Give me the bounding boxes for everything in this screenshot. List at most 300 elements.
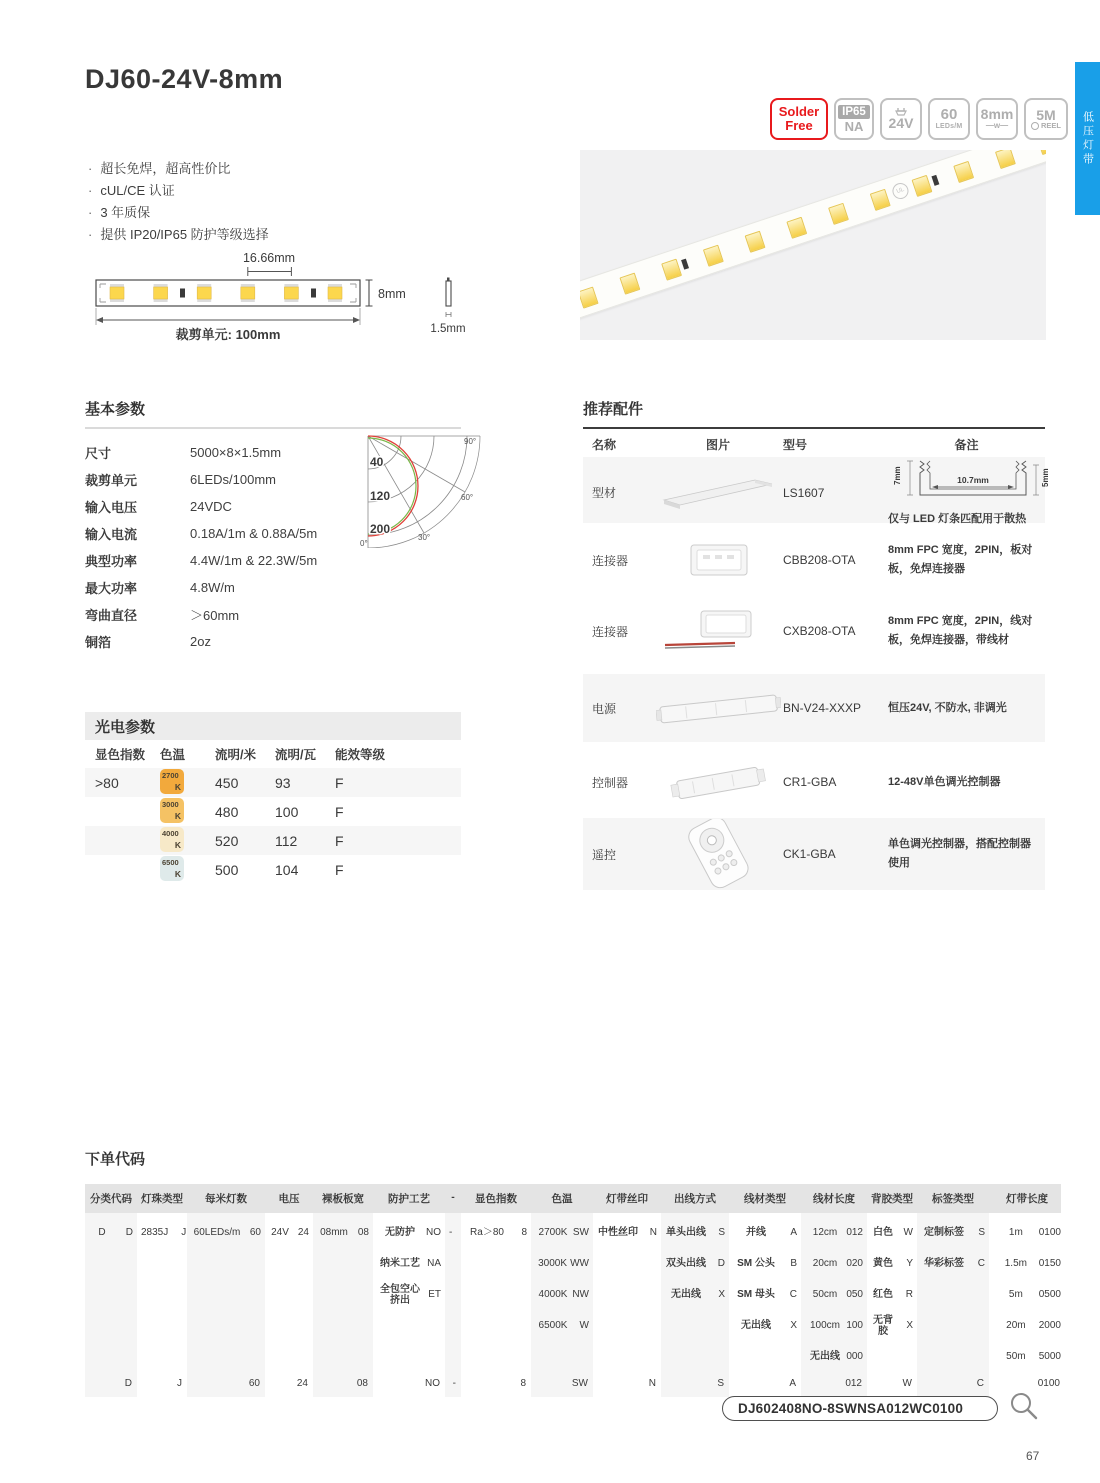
order-col-header: 防护工艺 [388,1193,430,1205]
accessory-name: 连接器 [592,624,629,639]
led-chip [619,273,640,295]
option-label: D [98,1227,106,1238]
order-option [867,1217,917,1248]
led-chip [661,259,682,281]
order-col [729,1213,801,1397]
product-photo [580,150,1046,340]
cut-unit-label: 裁剪单元: 100mm [175,327,281,342]
feature-item [88,224,269,246]
accessory-note-text: 仅与 LED 灯条匹配用于散热 [888,512,1027,525]
feature-list [88,158,269,246]
option-code: 8 [521,1227,527,1238]
reel-unit: REEL [1040,121,1061,131]
option-label: 100cm [809,1320,840,1331]
option-label: Ra＞80 [470,1227,504,1238]
option-label: 全包空心挤出 [380,1283,420,1306]
order-summary-code: D [124,1378,132,1389]
option-label: 中性丝印 [598,1227,638,1238]
led-chip [786,217,807,239]
led-chip [912,175,933,197]
option-code: 000 [846,1351,863,1362]
option-label: 纳米工艺 [380,1258,420,1269]
ip-na-label: NA [844,118,864,134]
param-label: 典型功率 [85,554,138,569]
order-option [801,1279,867,1310]
option-code: 08 [357,1227,369,1238]
option-label: 双头出线 [666,1258,706,1269]
option-code: A [790,1227,797,1238]
option-code: 0150 [1038,1258,1061,1269]
order-option [989,1341,1065,1372]
feature-text: 超长免焊，超高性价比 [100,161,231,176]
thickness-dimension-label: 1.5mm [430,323,466,335]
solder-free-line1: Solder [778,104,820,120]
accessory-note-text: 单色调光控制器，搭配控制器使用 [888,838,1031,869]
voltage-badge [880,98,922,140]
resistor [311,289,316,298]
option-label: 并线 [746,1227,766,1238]
order-option [661,1279,729,1310]
col-name: 名称 [592,437,617,452]
option-label: 08mm [320,1227,348,1238]
cri-value: >80 [95,774,119,791]
bullet-dot: · [88,161,93,176]
basic-params-title: 基本参数 [85,398,461,429]
param-value: 6LEDs/100mm [190,472,276,487]
photometric-title: 光电参数 [95,718,156,736]
option-label: 1.5m [1004,1258,1027,1269]
order-option [729,1248,801,1279]
reel-badge [1024,98,1068,140]
order-summary-code: W [902,1378,912,1389]
order-summary-code: 012 [845,1378,862,1389]
param-label: 铜箔 [85,635,112,650]
profile-cross-section-diagram [888,457,1058,503]
feature-item [88,180,269,202]
lumen-per-meter: 500 [215,861,239,878]
led-chip [828,203,849,225]
led-chip [995,150,1016,169]
order-option [373,1217,445,1248]
param-value: 2oz [190,634,211,649]
accessory-row [583,818,1045,890]
order-option [989,1279,1065,1310]
order-col-header: 线材长度 [813,1193,855,1205]
solder-free-line2: Free [785,118,813,133]
order-option [729,1279,801,1310]
basic-param-row [85,574,461,601]
col-cct: 色温 [160,748,186,762]
order-col-header: 灯珠类型 [141,1193,183,1205]
param-value: 5000×8×1.5mm [190,445,282,460]
resistor [931,175,939,186]
order-option [373,1279,445,1310]
photometric-row [85,855,461,884]
order-summary-code: C [976,1378,984,1389]
cct-badge: 3000 K [160,798,184,823]
option-code: 100 [846,1320,863,1331]
param-label: 裁剪单元 [85,473,138,488]
magnifier-icon [1008,1390,1040,1422]
order-option [867,1279,917,1310]
order-col-header: 灯带长度 [1006,1193,1048,1205]
order-option [461,1217,531,1248]
accessories-section [583,398,1050,899]
ip-rating-badge [834,98,874,140]
col-model: 型号 [783,437,808,452]
option-label: 红色 [873,1289,893,1300]
option-label: SM 公头 [737,1258,775,1269]
led-strip-image [580,150,1046,333]
accessory-row [583,597,1045,665]
cct-badge: 6500 K [160,856,184,881]
order-result-code-text: DJ602408NO-8SWNSA012WC0100 [738,1401,964,1416]
option-code: D [125,1227,133,1238]
order-summary-code: 0100 [1037,1378,1060,1389]
led-chip [703,245,724,267]
accessory-model: CBB208-OTA [783,553,856,567]
cct-badge: 2700 K [160,769,184,794]
option-code: 020 [846,1258,863,1269]
led-chip [1037,150,1046,155]
order-col [867,1213,917,1397]
order-option [661,1217,729,1248]
page-number: 67 [1026,1449,1040,1463]
order-col-header: 裸板板宽 [322,1193,364,1205]
order-summary-code: 60 [248,1378,260,1389]
order-col-header: 电压 [278,1193,300,1205]
order-table-body [85,1213,1061,1397]
accessory-row [583,457,1050,525]
feature-text: 提供 IP20/IP65 防护等级选择 [100,227,269,242]
accessory-note-text: 8mm FPC 宽度，2PIN，线对板，免焊连接器，带线材 [888,615,1033,646]
order-option [373,1248,445,1279]
order-summary-code: J [177,1378,182,1389]
order-col-header: 每米灯数 [205,1193,247,1205]
ip65-label: IP65 [838,105,870,119]
accessory-name: 型材 [592,486,617,501]
photometric-row [85,768,461,797]
param-label: 最大功率 [85,581,138,596]
polar-tick-120: 120 [370,489,391,503]
order-col-header: 出线方式 [674,1193,716,1205]
option-label: 5m [1008,1289,1023,1300]
order-option [989,1248,1065,1279]
photometric-row [85,797,461,826]
option-label: 无出线 [741,1320,771,1331]
option-code: 24 [297,1227,309,1238]
param-label: 弯曲直径 [85,608,138,623]
option-label: 60LEDs/m [193,1227,241,1238]
basic-param-row [85,601,461,628]
solder-free-badge [770,98,828,140]
order-summary-code: SW [571,1378,588,1389]
option-code: 0500 [1038,1289,1061,1300]
efficiency-class: F [335,803,344,820]
polar-angle-90: 90° [464,437,477,446]
order-code-title: 下单代码 [85,1151,146,1168]
board-to-board-connector-image [653,537,783,583]
svg-text:10.7mm: 10.7mm [957,475,989,485]
order-col [461,1213,531,1397]
param-value: 0.18A/1m & 0.88A/5m [190,526,318,541]
remote-image [653,819,783,889]
order-col [593,1213,661,1397]
option-label: 3000K [538,1258,568,1269]
col-picture: 图片 [705,437,730,452]
accessory-model: BN-V24-XXXP [783,701,862,715]
option-label: 50cm [812,1289,838,1300]
order-option [729,1217,801,1248]
order-col [265,1213,313,1397]
option-code: NA [427,1258,441,1269]
width-value: 8mm [980,106,1014,123]
order-option [867,1310,917,1341]
order-option [531,1248,593,1279]
option-code: C [977,1258,985,1269]
order-col-header: 线材类型 [744,1193,786,1205]
param-label: 尺寸 [85,446,112,461]
option-label: - [449,1227,453,1238]
photometric-section [85,712,461,884]
option-code: 5000 [1038,1351,1061,1362]
param-value: 4.4W/1m & 22.3W/5m [190,553,318,568]
order-col-header: 背胶类型 [871,1193,913,1205]
polar-tick-40: 40 [370,455,384,469]
param-label: 输入电流 [85,527,138,542]
order-option [801,1217,867,1248]
order-col [85,1213,137,1397]
order-col [661,1213,729,1397]
option-label: 20m [1006,1320,1026,1331]
option-label: 白色 [873,1227,893,1238]
strip-dimension-diagram [88,248,473,343]
param-value: ＞60mm [190,608,240,623]
order-option [661,1248,729,1279]
accessory-note-text: 恒压24V, 不防水, 非调光 [888,701,1007,714]
option-code: D [717,1258,725,1269]
lumen-per-meter: 450 [215,774,239,791]
page-title: DJ60-24V-8mm [85,64,284,94]
reel-icon [1031,122,1039,130]
order-summary-code: 08 [356,1378,368,1389]
category-side-tab [1075,62,1100,215]
accessories-title: 推荐配件 [583,398,1045,429]
option-label: 无出线 [671,1289,701,1300]
order-option [917,1217,989,1248]
order-table-header [85,1184,1061,1213]
option-code: B [790,1258,797,1269]
option-label: 无背胶 [873,1314,893,1337]
polar-angle-0: 0° [360,539,368,548]
accessory-row [583,532,1045,588]
order-option [989,1217,1065,1248]
option-label: 4000K [538,1289,568,1300]
resistor [180,289,185,298]
order-col [187,1213,265,1397]
accessory-name: 连接器 [592,553,629,568]
reel-unit-row [1031,122,1061,130]
order-option [801,1341,867,1372]
bullet-dot: · [88,183,93,198]
option-label: 定制标签 [924,1227,964,1238]
photometric-row [85,826,461,855]
option-label: 20cm [812,1258,838,1269]
intensity-curve-green [368,438,416,534]
option-code: ET [428,1289,441,1300]
efficiency-class: F [335,832,344,849]
density-value: 60 [940,106,958,124]
option-code: J [181,1227,187,1238]
option-label: 1m [1008,1227,1023,1238]
polar-angle-60: 60° [461,493,474,502]
order-option [729,1310,801,1341]
option-code: X [718,1289,725,1300]
accessory-model: CR1-GBA [783,775,837,789]
lumen-per-watt: 104 [275,861,299,878]
order-summary-code: N [648,1378,656,1389]
lumen-per-meter: 480 [215,803,239,820]
order-option [445,1217,461,1248]
option-label: SM 母头 [737,1289,775,1300]
led-chip [580,287,599,309]
lumen-per-meter: 520 [215,832,239,849]
accessory-model: CXB208-OTA [783,624,856,638]
order-option [531,1279,593,1310]
height-dimension-label: 8mm [378,287,406,301]
order-col [531,1213,593,1397]
option-code: X [790,1320,797,1331]
order-col-header: - [451,1191,455,1203]
photometric-header-row [85,740,461,768]
order-option [801,1248,867,1279]
order-option [593,1217,661,1248]
efficiency-class: F [335,861,344,878]
option-code: SW [572,1227,589,1238]
order-option [531,1217,593,1248]
spec-badges [770,98,1068,140]
order-option [801,1310,867,1341]
led-density-badge [928,98,970,140]
col-note: 备注 [954,437,979,452]
option-code: W [903,1227,913,1238]
col-lm-per-m: 流明/米 [215,748,256,762]
accessories-header-row [583,431,1045,457]
accessory-row [583,762,1045,802]
order-option [867,1248,917,1279]
width-badge [976,98,1018,140]
option-label: 黄色 [873,1258,893,1269]
order-summary-code: S [717,1378,724,1389]
reel-value: 5M [1036,106,1056,123]
option-label: 24V [271,1227,289,1238]
resistor [681,259,689,270]
order-col [917,1213,989,1397]
intensity-curve-red [368,436,418,536]
polar-tick-200: 200 [370,522,391,536]
accessory-model: LS1607 [783,485,825,500]
col-efficiency: 能效等级 [335,748,386,762]
wire-to-board-connector-image [653,605,783,657]
order-col-header: 灯带丝印 [606,1193,648,1205]
option-code: 2000 [1038,1320,1061,1331]
option-code: S [978,1227,985,1238]
bullet-dot: · [88,205,93,220]
aluminum-profile-image [653,474,783,512]
order-option [313,1217,373,1248]
accessory-row [583,674,1045,742]
option-code: 012 [846,1227,863,1238]
lumen-per-watt: 100 [275,803,299,820]
option-label: 单头出线 [666,1227,706,1238]
order-result-code [722,1396,998,1421]
order-summary-code: - [452,1378,456,1389]
side-tab-label: 低压灯带 [1081,110,1094,167]
option-label: 无防护 [385,1227,415,1238]
order-option [989,1310,1065,1341]
option-code: NO [426,1227,441,1238]
option-code: 60 [249,1227,261,1238]
voltage-label: 24V [888,115,914,132]
option-code: X [906,1320,913,1331]
accessory-name: 电源 [592,701,617,716]
option-code: W [579,1320,589,1331]
width-unit: —w— [985,121,1009,131]
option-code: NW [572,1289,589,1300]
accessory-note-text: 12-48V单色调光控制器 [888,775,1001,788]
basic-param-row [85,547,461,574]
option-label: 华彩标签 [924,1258,964,1269]
feature-text: cUL/CE 认证 [100,183,175,198]
accessory-note [888,457,1064,528]
order-option [137,1217,187,1248]
order-col-header: 分类代码 [90,1193,132,1205]
option-code: 050 [846,1289,863,1300]
pitch-dimension-label: 16.66mm [242,251,296,265]
param-value: 4.8W/m [190,580,235,595]
option-code: 0100 [1038,1227,1061,1238]
option-code: C [789,1289,797,1300]
accessory-note-text: 8mm FPC 宽度，2PIN，板对板，免焊连接器 [888,544,1033,575]
order-summary-code: 24 [296,1378,308,1389]
feature-item [88,202,269,224]
order-summary-code: A [789,1378,796,1389]
order-col-header: 标签类型 [932,1193,974,1205]
led-chip [953,161,974,183]
order-col [373,1213,445,1397]
col-cri: 显色指数 [95,748,146,762]
order-summary-code: NO [425,1378,440,1389]
accessory-name: 控制器 [592,775,629,790]
led-chip [745,231,766,253]
option-label: 50m [1006,1351,1026,1362]
order-col [137,1213,187,1397]
accessory-name: 遥控 [592,847,617,862]
bullet-dot: · [88,227,93,242]
order-col-header: 显色指数 [475,1193,517,1205]
density-unit: LEDs/M [935,123,963,131]
option-label: 12cm [812,1227,838,1238]
option-label: 2835J [141,1227,169,1238]
feature-item [88,158,269,180]
option-code: S [718,1227,725,1238]
accessory-model: CK1-GBA [783,847,836,861]
order-col [801,1213,867,1397]
option-label: 2700K [538,1227,568,1238]
lumen-per-watt: 93 [275,774,291,791]
order-option [917,1248,989,1279]
order-col [313,1213,373,1397]
